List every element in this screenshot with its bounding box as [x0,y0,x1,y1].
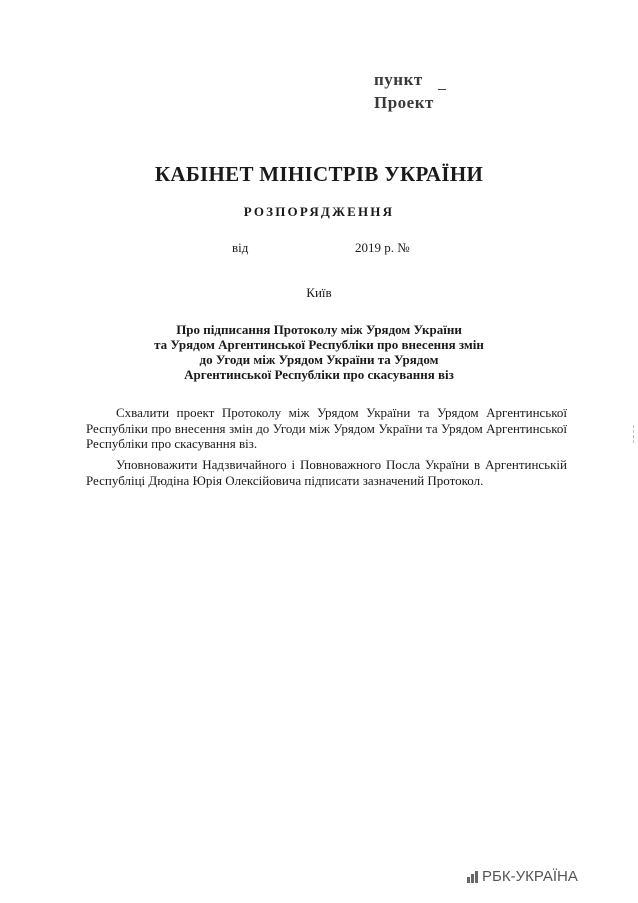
date-from-label: від [232,240,249,255]
body-paragraph-2: Уповноважити Надзвичайного і Повноважного Посла України в Аргентинській Республіці Дюдіна Юрія Олексійовича підписати зазначений Протокол. [86,457,567,488]
watermark-text: РБК-УКРАЇНА [482,868,578,885]
scan-edge-mark [633,425,638,443]
document-type: РОЗПОРЯДЖЕННЯ [243,204,395,219]
title-line-1: Про підписання Протоколу між Урядом України [176,322,462,337]
body-paragraph-1: Схвалити проект Протоколу між Урядом України та Урядом Аргентинської Республіки про внесення змін до Угоди між Урядом України та Урядом Аргентинської Республіки про скасування віз. [86,405,567,451]
stamp-line-punkt: пункт [374,70,423,89]
stamp-underline [438,89,446,90]
document-title [60,322,578,382]
title-line-3: до Угоди між Урядом України та Урядом [199,352,439,367]
rbc-bars-icon [467,871,478,883]
city: Київ [306,285,332,300]
date-year: 2019 р. № [355,240,410,255]
stamp-line-proekt: Проект [374,93,434,112]
title-line-4: Аргентинської Республіки про скасування віз [184,367,454,382]
watermark [467,868,578,885]
title-line-2: та Урядом Аргентинської Республіки про внесення змін [154,337,484,352]
ministry-heading: КАБІНЕТ МІНІСТРІВ УКРАЇНИ [154,162,484,186]
